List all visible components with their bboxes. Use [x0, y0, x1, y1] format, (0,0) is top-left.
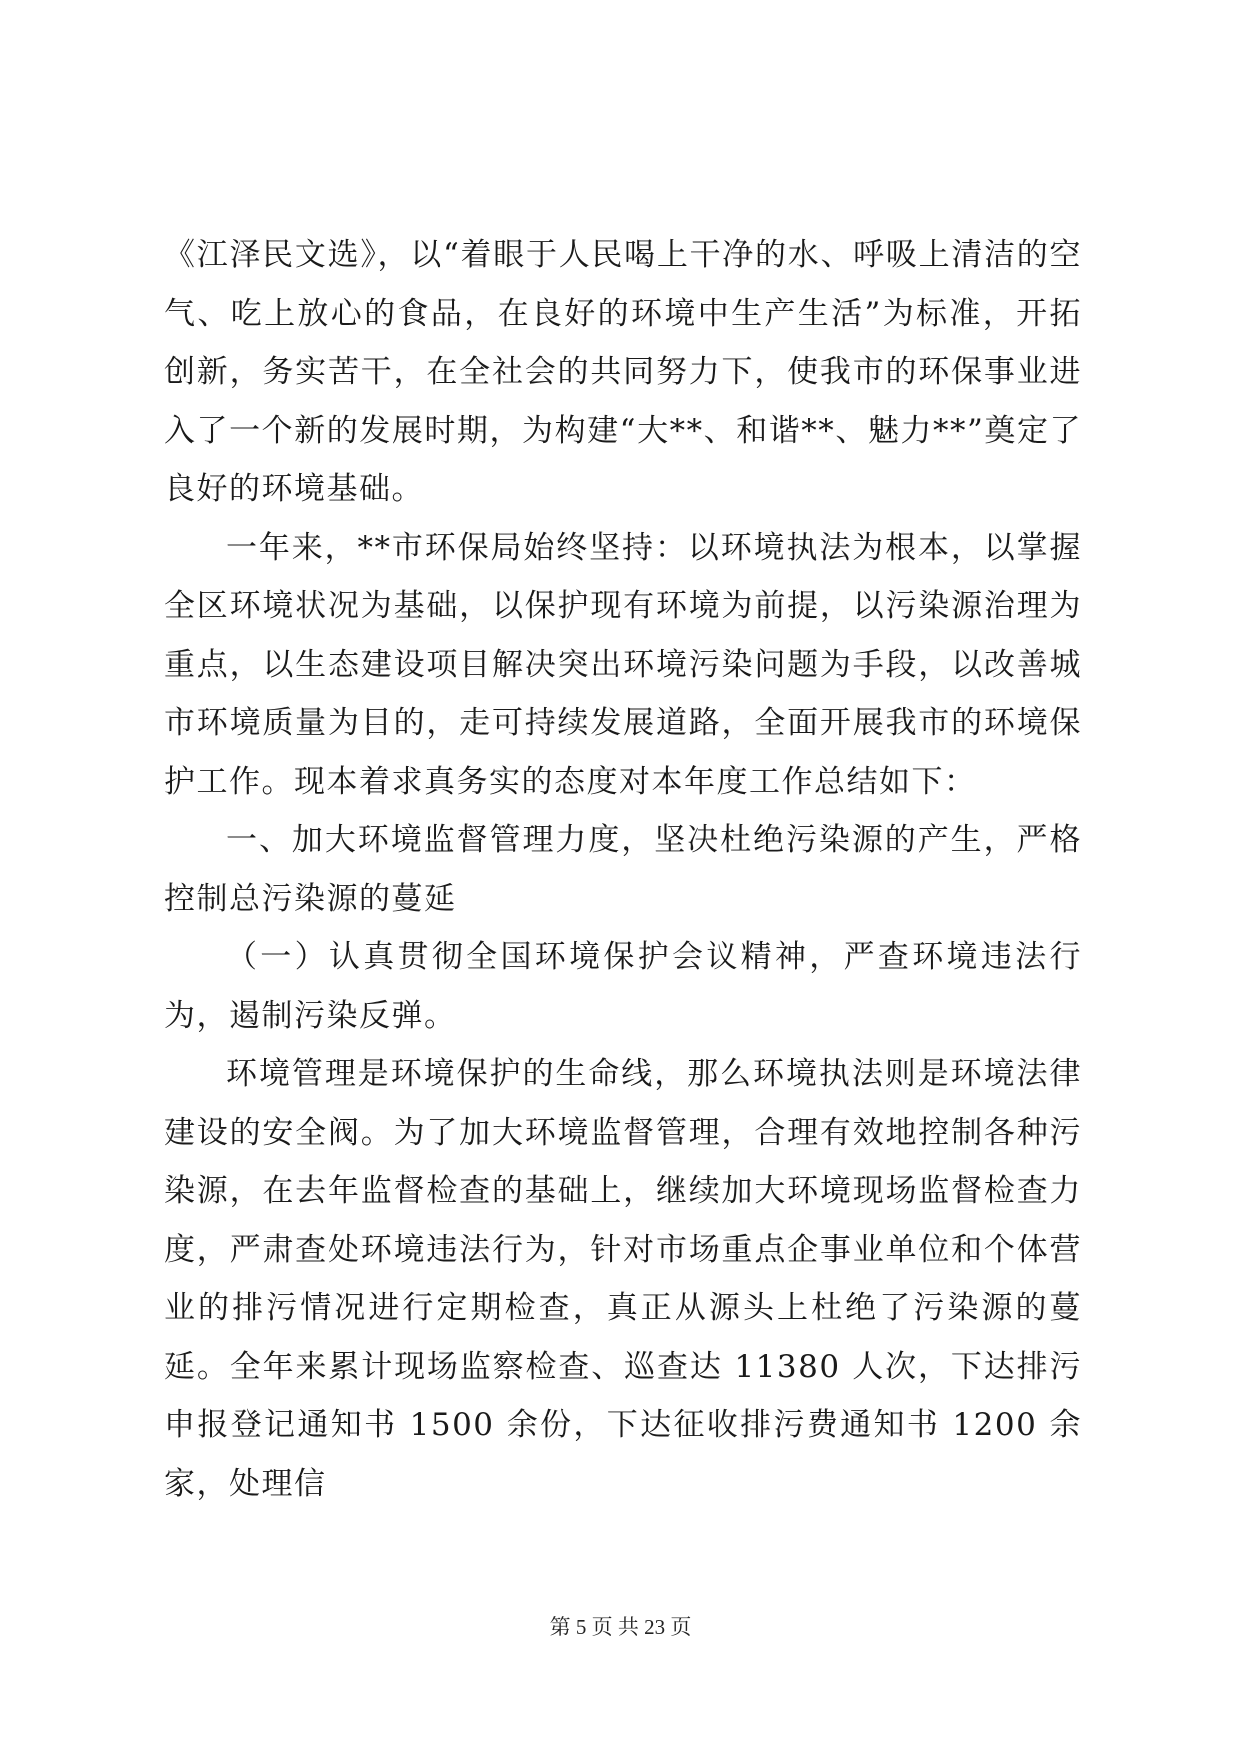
page-number: 第 5 页 共 23 页 [549, 1615, 692, 1639]
document-body [164, 226, 1082, 1513]
page-footer [0, 1611, 1241, 1641]
paragraph-intro-continuation: 《江泽民文选》，以“着眼于人民喝上干净的水、呼吸上清洁的空气、吃上放心的食品，在良好的环境中生产生活”为标准，开拓创新，务实苦干，在全社会的共同努力下，使我市的环保事业进入了一个新的发展时期，为构建“大**、和谐**、魅力**”奠定了良好的环境基础。 [164, 237, 1082, 507]
paragraph-environment-management: 环境管理是环境保护的生命线，那么环境执法则是环境法律建设的安全阀。为了加大环境监督管理，合理有效地控制各种污染源，在去年监督检查的基础上，继续加大环境现场监督检查力度，严肃查处环境违法行为，针对市场重点企事业单位和个体营业的排污情况进行定期检查，真正从源头上杜绝了污染源的蔓延。全年来累计现场监察检查、巡查达 11380 人次，下达排污申报登记通知书 1500 余份，下达征收排污费通知书 1200 余家，处理信 [164, 1056, 1082, 1502]
paragraph-year-summary: 一年来，**市环保局始终坚持：以环境执法为根本，以掌握全区环境状况为基础，以保护现有环境为前提，以污染源治理为重点，以生态建设项目解决突出环境污染问题为手段，以改善城市环境质量为目的，走可持续发展道路，全面开展我市的环境保护工作。现本着求真务实的态度对本年度工作总结如下： [164, 529, 1082, 800]
subsection-heading-1-1: （一）认真贯彻全国环境保护会议精神，严查环境违法行为，遏制污染反弹。 [164, 939, 1082, 1034]
section-heading-1: 一、加大环境监督管理力度，坚决杜绝污染源的产生，严格控制总污染源的蔓延 [164, 822, 1082, 917]
